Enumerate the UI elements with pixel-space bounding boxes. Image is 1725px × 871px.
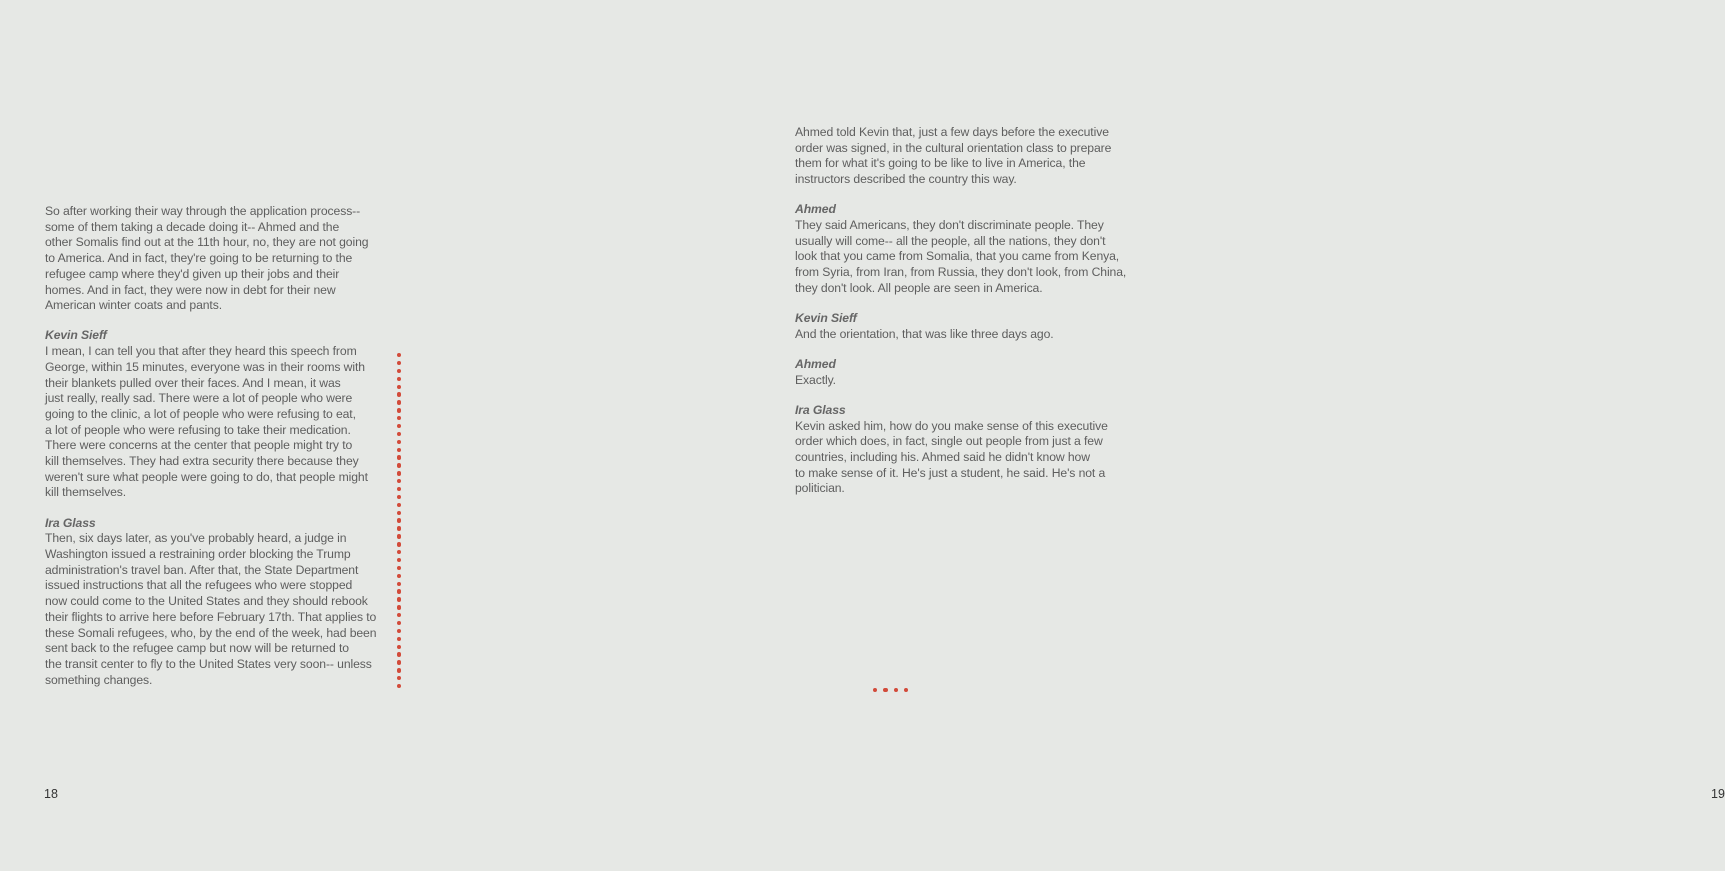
text-line: to America. And in fact, they're going to be returning to the	[45, 251, 353, 266]
dialogue-block	[795, 357, 1137, 388]
divider-dot	[397, 424, 401, 428]
divider-dot	[397, 518, 401, 522]
divider-dot	[397, 550, 401, 554]
divider-dot	[397, 432, 401, 436]
text-line: kill themselves. They had extra security there because they	[45, 454, 359, 469]
divider-dot	[397, 408, 401, 412]
dialogue-block	[795, 202, 1137, 296]
text-line: Kevin asked him, how do you make sense of this executive	[795, 418, 1108, 433]
divider-dot	[397, 369, 401, 373]
divider-dot	[397, 448, 401, 452]
divider-dot	[397, 621, 401, 625]
speaker-name: Ahmed	[795, 202, 836, 217]
left-page	[0, 0, 589, 871]
divider-dot	[397, 377, 401, 381]
divider-dot	[397, 353, 401, 357]
divider-dot	[397, 558, 401, 562]
horizontal-dot-ornament	[873, 688, 913, 694]
text-line: countries, including his. Ahmed said he didn't know how	[795, 449, 1090, 464]
dialogue-block	[795, 311, 1137, 342]
text-line: now could come to the United States and they should rebook	[45, 594, 368, 609]
text-line: Then, six days later, as you've probably heard, a judge in	[45, 531, 347, 546]
text-line: They said Americans, they don't discriminate people. They	[795, 218, 1104, 233]
text-line: order was signed, in the cultural orientation class to prepare	[795, 140, 1112, 155]
divider-dot	[397, 526, 401, 530]
text-line: There were concerns at the center that people might try to	[45, 438, 353, 453]
ornament-dot	[894, 688, 898, 692]
ornament-dot	[873, 688, 877, 692]
speaker-name: Kevin Sieff	[45, 328, 107, 343]
right-text-column	[795, 125, 1137, 512]
text-line: some of them taking a decade doing it-- Ahmed and the	[45, 219, 340, 234]
speaker-name: Kevin Sieff	[795, 311, 857, 326]
ornament-dot	[883, 688, 887, 692]
text-line: weren't sure what people were going to do, that people might	[45, 469, 368, 484]
divider-dot	[397, 463, 401, 467]
divider-dot	[397, 652, 401, 656]
text-line: they don't look. All people are seen in America.	[795, 280, 1043, 295]
text-line: the transit center to fly to the United States very soon-- unless	[45, 656, 372, 671]
left-text-column	[45, 204, 387, 703]
divider-dot	[397, 471, 401, 475]
divider-dot	[397, 503, 401, 507]
text-line: them for what it's going to be like to live in America, the	[795, 156, 1086, 171]
dialogue-block	[45, 516, 387, 689]
text-line: their blankets pulled over their faces. And I mean, it was	[45, 375, 341, 390]
divider-dot	[397, 534, 401, 538]
page-number-right: 19	[1711, 787, 1725, 801]
divider-dot	[397, 511, 401, 515]
divider-dot	[397, 582, 401, 586]
text-line: I mean, I can tell you that after they heard this speech from	[45, 344, 357, 359]
text-line: George, within 15 minutes, everyone was in their rooms with	[45, 359, 365, 374]
divider-dot	[397, 574, 401, 578]
divider-dot	[397, 645, 401, 649]
speaker-name: Ira Glass	[45, 515, 96, 530]
divider-dot	[397, 589, 401, 593]
divider-dot	[397, 479, 401, 483]
divider-dot	[397, 455, 401, 459]
divider-dot	[397, 566, 401, 570]
text-line: American winter coats and pants.	[45, 298, 222, 313]
text-line: usually will come-- all the people, all the nations, they don't	[795, 233, 1106, 248]
divider-dot	[397, 660, 401, 664]
text-line: going to the clinic, a lot of people who were refusing to eat,	[45, 406, 356, 421]
text-line: sent back to the refugee camp but now will be returned to	[45, 641, 349, 656]
right-page	[589, 0, 1725, 871]
divider-dot	[397, 637, 401, 641]
speaker-name: Ahmed	[795, 356, 836, 371]
text-line: instructors described the country this way.	[795, 172, 1017, 187]
narration-block	[795, 125, 1137, 188]
divider-dot	[397, 629, 401, 633]
dialogue-block	[795, 403, 1137, 497]
divider-dot	[397, 542, 401, 546]
narration-block	[45, 204, 387, 314]
text-line: their flights to arrive here before February 17th. That applies to	[45, 609, 377, 624]
ornament-dot	[904, 688, 908, 692]
text-line: Washington issued a restraining order blocking the Trump	[45, 547, 351, 562]
divider-dot	[397, 416, 401, 420]
text-line: And the orientation, that was like three days ago.	[795, 326, 1054, 341]
text-line: just really, really sad. There were a lot of people who were	[45, 391, 353, 406]
divider-dot	[397, 597, 401, 601]
divider-dot	[397, 495, 401, 499]
divider-dot	[397, 684, 401, 688]
text-line: Exactly.	[795, 372, 836, 387]
divider-dot	[397, 361, 401, 365]
divider-dot	[397, 392, 401, 396]
text-line: So after working their way through the application process--	[45, 204, 361, 218]
divider-dot	[397, 605, 401, 609]
text-line: homes. And in fact, they were now in debt for their new	[45, 282, 336, 297]
text-line: other Somalis find out at the 11th hour, no, they are not going	[45, 235, 369, 250]
text-line: to make sense of it. He's just a student, he said. He's not a	[795, 465, 1106, 480]
text-line: from Syria, from Iran, from Russia, they don't look, from China,	[795, 265, 1127, 280]
divider-dot	[397, 440, 401, 444]
divider-dot	[397, 385, 401, 389]
text-line: refugee camp where they'd given up their jobs and their	[45, 266, 340, 281]
text-line: issued instructions that all the refugees who were stopped	[45, 578, 353, 593]
divider-dot	[397, 668, 401, 672]
text-line: Ahmed told Kevin that, just a few days before the executive	[795, 125, 1109, 139]
divider-dot	[397, 487, 401, 491]
text-line: look that you came from Somalia, that you came from Kenya,	[795, 249, 1120, 264]
dialogue-block	[45, 328, 387, 501]
text-line: politician.	[795, 481, 845, 496]
text-line: these Somali refugees, who, by the end of the week, had been	[45, 625, 377, 640]
divider-dot	[397, 613, 401, 617]
text-line: order which does, in fact, single out people from just a few	[795, 434, 1103, 449]
text-line: administration's travel ban. After that, the State Department	[45, 562, 359, 577]
text-line: kill themselves.	[45, 485, 127, 500]
text-line: a lot of people who were refusing to take their medication.	[45, 422, 351, 437]
divider-dot	[397, 676, 401, 680]
speaker-name: Ira Glass	[795, 402, 846, 417]
text-line: something changes.	[45, 672, 153, 687]
divider-dot	[397, 400, 401, 404]
page-number-left: 18	[44, 787, 58, 801]
